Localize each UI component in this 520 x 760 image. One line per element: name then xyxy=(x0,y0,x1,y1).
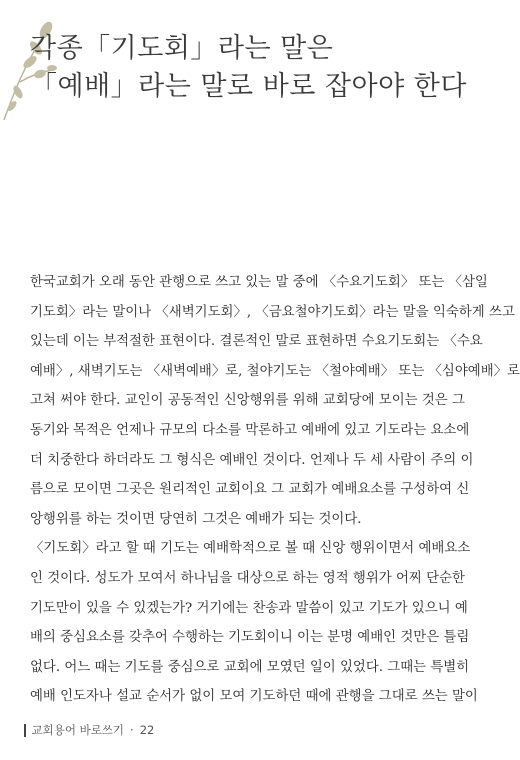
title-line-2: 「예배」라는 말로 바로 잡아야 한다 xyxy=(30,71,467,102)
text-line: 름으로 모이면 그곳은 원리적인 교회이요 그 교회가 예배요소를 구성하여 신 xyxy=(30,482,470,498)
text-line: 더 치중한다 하더라도 그 형식은 예배인 것이다. 언제나 두 세 사람이 주의 이 xyxy=(30,452,474,468)
text-line: 〈기도회〉라고 할 때 기도는 예배학적으로 볼 때 신앙 행위이면서 예배요소 xyxy=(30,541,471,557)
text-line: 인 것이다. 성도가 모여서 하나님을 대상으로 하는 영적 행위가 어찌 단순한 xyxy=(30,570,465,586)
text-line: 없다. 어느 때는 기도를 중심으로 교회에 모였던 일이 있었다. 그때는 특별히 xyxy=(30,659,470,675)
text-line: 고쳐 써야 한다. 교인이 공동적인 신앙행위를 위해 교회당에 모이는 것은 그 xyxy=(30,393,465,409)
text-line: 동기와 목적은 언제나 규모의 다소를 막론하고 예배에 있고 기도라는 요소에 xyxy=(30,422,470,438)
body-text xyxy=(30,268,520,712)
title-line-1: 각종「기도회」라는 말은 xyxy=(30,33,334,64)
text-line: 기도회〉라는 말이나 〈새벽기도회〉, 〈금요철야기도회〉라는 말을 익숙하게 쓰고 xyxy=(30,304,515,320)
footer-separator: · xyxy=(130,723,134,737)
text-line: 앙행위를 하는 것이면 당연히 그것은 예배가 되는 것이다. xyxy=(30,511,362,527)
text-line: 예배〉, 새벽기도는 〈새벽예배〉로, 철야기도는 〈철야예배〉 또는 〈심야예배〉로 xyxy=(30,363,520,379)
text-line: 예배 인도자나 설교 순서가 없이 모여 기도하던 때에 관행을 그대로 쓰는 말이 xyxy=(30,689,478,705)
text-line: 배의 중심요소를 갖추어 수행하는 기도회이니 이는 분명 예배인 것만은 틀림 xyxy=(30,630,470,646)
chapter-title xyxy=(30,30,467,106)
running-title: 교회용어 바로쓰기 xyxy=(31,723,125,737)
footer-divider xyxy=(24,724,26,737)
page-number: 22 xyxy=(139,723,155,737)
page-footer xyxy=(24,722,154,738)
text-line: 기도만이 있을 수 있겠는가? 거기에는 찬송과 말씀이 있고 기도가 있으니 예 xyxy=(30,600,468,616)
text-line: 있는데 이는 부적절한 표현이다. 결론적인 말로 표현하면 수요기도회는 〈수요 xyxy=(30,334,483,350)
text-line: 한국교회가 오래 동안 관행으로 쓰고 있는 말 중에 〈수요기도회〉 또는 〈삼일 xyxy=(30,275,488,290)
